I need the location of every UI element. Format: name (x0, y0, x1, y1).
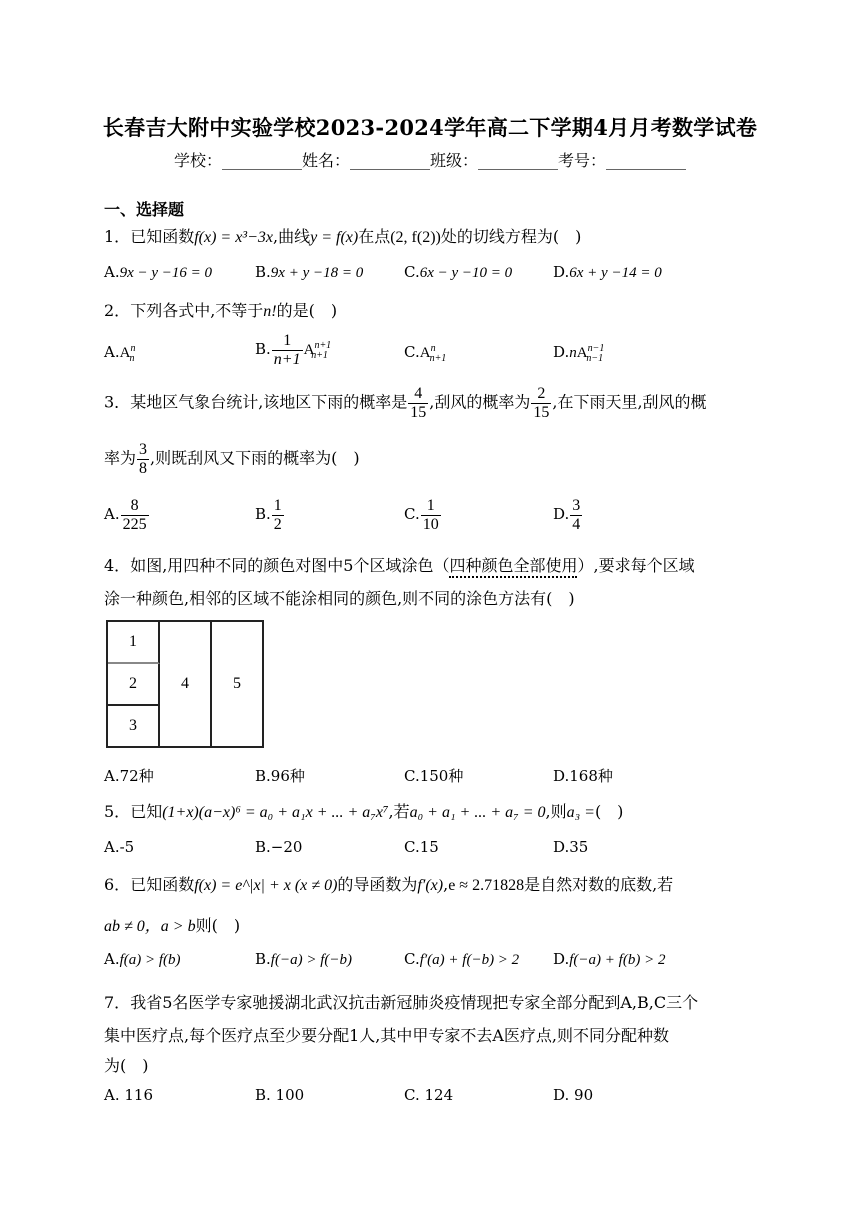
question-text: 如图,用四种不同的颜色对图中5个区域涂色（ (130, 556, 450, 575)
name-field[interactable]: 姓名：__________ (301, 151, 430, 170)
question-number: 7． (104, 993, 131, 1012)
option-label: C. (404, 505, 420, 524)
question-text: 是自然对数的底数,若 (524, 875, 674, 894)
option-a[interactable]: A.-5 (104, 838, 135, 856)
option-text: 6x − y −10 = 0 (419, 265, 513, 281)
question-text: 的导函数为 (337, 875, 418, 894)
school-field[interactable]: 学校：__________ (173, 151, 302, 170)
option-b[interactable]: B.−20 (255, 838, 303, 856)
student-info-line (0, 148, 860, 171)
option-text: $A^n_{n+1}$ (419, 343, 447, 364)
region-4: 4 (160, 622, 212, 746)
question-text: 率为 (104, 448, 137, 468)
option-text: f(a) > f(b) (119, 952, 181, 968)
numerator: 3 (139, 441, 148, 458)
math-expression: a₀ + a₁ + ... + a₇ = 0 (409, 804, 546, 821)
fraction (408, 385, 428, 421)
option-label: A. (104, 505, 120, 524)
option-c[interactable] (404, 343, 446, 364)
option-label: D. (553, 343, 570, 361)
option-label: C. (404, 950, 420, 968)
option-text: $A^n_n$ (119, 343, 136, 364)
numerator: 8 (121, 497, 149, 516)
question-number: 4． (104, 556, 131, 575)
fraction (272, 497, 284, 533)
math-expression: (2, f(2)) (390, 229, 441, 246)
question-5 (104, 799, 623, 822)
question-text: ,则既刮风又下雨的概率为( ) (150, 448, 360, 468)
option-c[interactable]: C.150种 (404, 767, 464, 785)
option-c[interactable] (404, 950, 519, 969)
option-d[interactable] (553, 950, 665, 969)
option-c[interactable]: C.15 (404, 838, 439, 856)
option-d[interactable]: D.35 (553, 838, 589, 856)
option-d[interactable]: D. 90 (553, 1086, 594, 1104)
fraction (570, 497, 582, 533)
option-d[interactable] (553, 343, 603, 364)
question-7-line-2: 集中医疗点,每个医疗点至少要分配1人,其中甲专家不去A医疗点,则不同分配种数 (104, 1026, 669, 1045)
question-4-line-2: 涂一种颜色,相邻的区域不能涂相同的颜色,则不同的涂色方法有( ) (104, 589, 575, 608)
option-b[interactable] (255, 332, 332, 368)
fraction (531, 385, 551, 421)
question-text: 则( ) (195, 916, 241, 935)
numerator: 4 (408, 385, 428, 404)
question-number: 1． (104, 227, 131, 246)
question-text: ,在下雨天里,刮风的概 (552, 392, 707, 412)
option-label: B. (255, 263, 271, 281)
fraction (137, 441, 149, 477)
question-2 (104, 298, 337, 321)
section-heading: 一、选择题 (104, 200, 185, 219)
option-text: f(−a) > f(−b) (270, 952, 352, 968)
exam-number-field[interactable]: 考号：__________ (558, 151, 687, 170)
question-text: 已知 (130, 802, 163, 821)
region-2: 2 (108, 664, 160, 706)
option-a[interactable] (104, 950, 181, 969)
math-expression: a₃ = (566, 804, 595, 821)
option-label: D. (553, 505, 570, 524)
question-6-line-2 (104, 913, 240, 936)
option-text: 9x + y −18 = 0 (270, 265, 364, 281)
denominator: 225 (122, 515, 147, 533)
option-label: C. (404, 343, 420, 361)
question-number: 2． (104, 301, 131, 320)
option-a[interactable]: A. 116 (104, 1086, 153, 1104)
question-text: ,若 (388, 802, 410, 821)
question-3 (104, 385, 707, 421)
question-text: ,曲线 (273, 227, 311, 246)
denominator: 15 (533, 403, 550, 421)
option-text: f(−a) + f(b) > 2 (569, 952, 666, 968)
option-text: 9x − y −16 = 0 (119, 265, 213, 281)
math-expression: e ≈ 2.71828 (448, 877, 525, 894)
question-4 (104, 553, 695, 576)
option-label: B. (255, 505, 271, 524)
question-7 (104, 990, 698, 1013)
option-d[interactable] (553, 497, 583, 533)
math-expression: ab ≠ 0，a > b (104, 918, 196, 935)
fraction: $\frac{1}{n+1}$ (273, 332, 301, 368)
option-a[interactable] (104, 343, 134, 364)
numerator: 1 (273, 497, 282, 514)
option-label: B. (255, 950, 271, 968)
option-a[interactable] (104, 497, 150, 533)
emphasized-text: 四种颜色全部使用 (449, 556, 577, 578)
denominator: 2 (273, 515, 282, 533)
math-expression: f(x) = x³−3x (194, 229, 273, 246)
question-text: ( ) (594, 802, 624, 821)
page-title: 长春吉大附中实验学校2023-2024学年高二下学期4月月考数学试卷 (102, 115, 758, 140)
question-number: 6． (104, 875, 131, 894)
question-7-line-3: 为( ) (104, 1056, 149, 1075)
question-1 (104, 224, 581, 247)
math-expression: f(x) = e^|x| + x (x ≠ 0) (194, 877, 338, 894)
option-label: A. (104, 263, 120, 281)
option-d[interactable] (553, 263, 662, 282)
option-d[interactable]: D.168种 (553, 767, 613, 785)
option-text: $nA^{n-1}_{n-1}$ (569, 343, 605, 364)
option-c[interactable]: C. 124 (404, 1086, 454, 1104)
option-label: A. (104, 950, 120, 968)
numerator: 3 (572, 497, 581, 514)
question-text: 下列各式中,不等于 (130, 301, 264, 320)
option-b[interactable]: B. 100 (255, 1086, 305, 1104)
question-3-line-2 (104, 441, 360, 477)
denominator: 4 (572, 515, 581, 533)
math-expression: (1+x)(a−x)⁶ = a₀ + a₁x + ... + a₇x⁷ (162, 804, 389, 821)
option-label: A. (104, 343, 120, 361)
region-1: 1 (108, 622, 160, 664)
denominator: 15 (410, 403, 427, 421)
option-label: D. (553, 263, 570, 281)
question-text: 处的切线方程为( ) (440, 227, 582, 246)
question-text: 某地区气象台统计,该地区下雨的概率是 (130, 392, 408, 412)
denominator: 10 (422, 515, 439, 533)
option-text: f′(a) + f(−b) > 2 (419, 952, 520, 968)
question-number: 3． (104, 392, 131, 412)
option-b[interactable] (255, 263, 363, 282)
region-5: 5 (233, 675, 241, 692)
question-text: ）,要求每个区域 (577, 556, 695, 575)
math-expression: f′(x) (417, 877, 444, 894)
option-a[interactable]: A.72种 (104, 767, 154, 785)
question-text: 已知函数 (130, 227, 195, 246)
option-c[interactable] (404, 497, 442, 533)
math-expression: y = f(x) (310, 229, 359, 246)
question-text: 的是( ) (276, 301, 338, 320)
option-a[interactable] (104, 263, 212, 282)
question-number: 5． (104, 802, 131, 821)
class-field[interactable]: 班级：__________ (430, 151, 559, 170)
question-text: 已知函数 (130, 875, 195, 894)
fraction (421, 497, 441, 533)
math-expression: n! (263, 303, 277, 320)
numerator: 2 (531, 385, 551, 404)
fraction (121, 497, 149, 533)
question-text: ,刮风的概率为 (429, 392, 531, 412)
region-figure (106, 620, 264, 748)
option-text: $A^{n+1}_{n+1}$ (303, 340, 332, 362)
numerator: 1 (421, 497, 441, 516)
option-label: C. (404, 263, 420, 281)
question-text: ,则 (545, 802, 567, 821)
option-text: 6x + y −14 = 0 (569, 265, 662, 281)
option-c[interactable] (404, 263, 512, 282)
question-text: 在点 (358, 227, 391, 246)
option-b[interactable] (255, 950, 352, 969)
option-b[interactable] (255, 497, 285, 533)
question-6: 6．已知函数f(x) = e^|x| + x (x ≠ 0)的导函数为f′(x),e ≈ 2.71828是自然对数的底数,若 (104, 875, 674, 894)
option-b[interactable]: B.96种 (255, 767, 305, 785)
question-text: 我省5名医学专家驰援湖北武汉抗击新冠肺炎疫情现把专家全部分配到A,B,C三个 (130, 993, 699, 1012)
option-label: D. (553, 950, 570, 968)
option-label: B. (255, 340, 271, 359)
region-3: 3 (108, 706, 160, 746)
denominator: 8 (139, 459, 148, 477)
